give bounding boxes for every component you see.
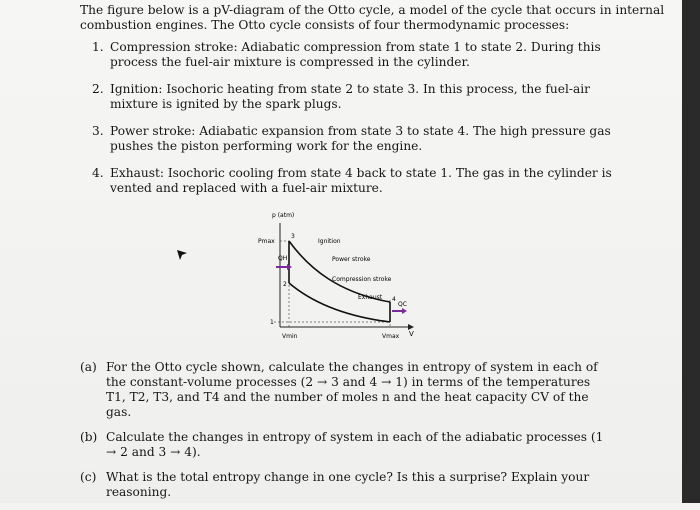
part-text: Calculate the changes in entropy of system in each of the adiabatic processes (1 → 2 and 3 → 4). bbox=[106, 430, 604, 459]
item-text: Power stroke: Adiabatic expansion from state 3 to state 4. The high pressure gas pushes the piston performing work for the engine. bbox=[110, 124, 611, 153]
state-3-label: 3 bbox=[291, 233, 295, 240]
compression-stroke-label: Compression stroke bbox=[332, 276, 392, 283]
list-item bbox=[92, 124, 612, 154]
item-text: Compression stroke: Adiabatic compression from state 1 to state 2. During this process the fuel-air mixture is compressed in the cylinder. bbox=[110, 40, 601, 69]
power-stroke-label: Power stroke bbox=[332, 256, 371, 263]
compression-curve bbox=[289, 283, 390, 322]
qc-label: QC bbox=[398, 301, 407, 308]
part-label: (a) bbox=[80, 360, 97, 374]
pv-diagram bbox=[240, 205, 420, 355]
x-axis-label: V bbox=[409, 330, 414, 338]
power-stroke-curve bbox=[289, 241, 390, 302]
list-item bbox=[92, 166, 612, 196]
exhaust-label: Exhaust bbox=[358, 294, 383, 301]
process-list bbox=[92, 40, 612, 208]
vmax-label: Vmax bbox=[382, 333, 400, 340]
part-text: For the Otto cycle shown, calculate the changes in entropy of system in each of the constant-volume processes (2 → 3 and 4 → 1) in terms of the temperatures T1, T2, T3, and T4 and the number of moles n and the heat capacity CV of the gas. bbox=[106, 360, 598, 419]
part-label: (c) bbox=[80, 470, 97, 484]
state-4-label: 4 bbox=[392, 296, 396, 303]
screen-edge bbox=[682, 0, 700, 503]
mouse-cursor-icon bbox=[176, 249, 188, 261]
qc-arrowhead-icon bbox=[402, 308, 407, 314]
item-number: 3. bbox=[92, 124, 104, 138]
intro-paragraph: The figure below is a pV-diagram of the Otto cycle, a model of the cycle that occurs in internal combustion engines. The Otto cycle consists of four thermodynamic processes: bbox=[80, 3, 665, 32]
list-item bbox=[80, 430, 610, 460]
item-text: Exhaust: Isochoric cooling from state 4 back to state 1. The gas in the cylinder is vented and replaced with a fuel-air mixture. bbox=[110, 166, 612, 195]
item-number: 4. bbox=[92, 166, 104, 180]
pmax-label: Pmax bbox=[258, 238, 275, 245]
part-text: What is the total entropy change in one cycle? Is this a surprise? Explain your reasoning. bbox=[106, 470, 590, 499]
list-item bbox=[80, 470, 610, 500]
item-number: 1. bbox=[92, 40, 104, 54]
list-item bbox=[92, 40, 612, 70]
list-item bbox=[80, 360, 610, 420]
question-parts bbox=[80, 360, 610, 510]
qh-label: QH bbox=[278, 255, 288, 262]
item-text: Ignition: Isochoric heating from state 2 to state 3. In this process, the fuel-air mixture is ignited by the spark plugs. bbox=[110, 82, 590, 111]
list-item bbox=[92, 82, 612, 112]
ignition-label: Ignition bbox=[318, 238, 341, 245]
part-label: (b) bbox=[80, 430, 98, 444]
state-2-label: 2 bbox=[283, 281, 287, 288]
item-number: 2. bbox=[92, 82, 104, 96]
vmin-label: Vmin bbox=[282, 333, 298, 340]
state-1-label: 1 bbox=[270, 319, 274, 326]
y-axis-label: p (atm) bbox=[272, 212, 295, 219]
